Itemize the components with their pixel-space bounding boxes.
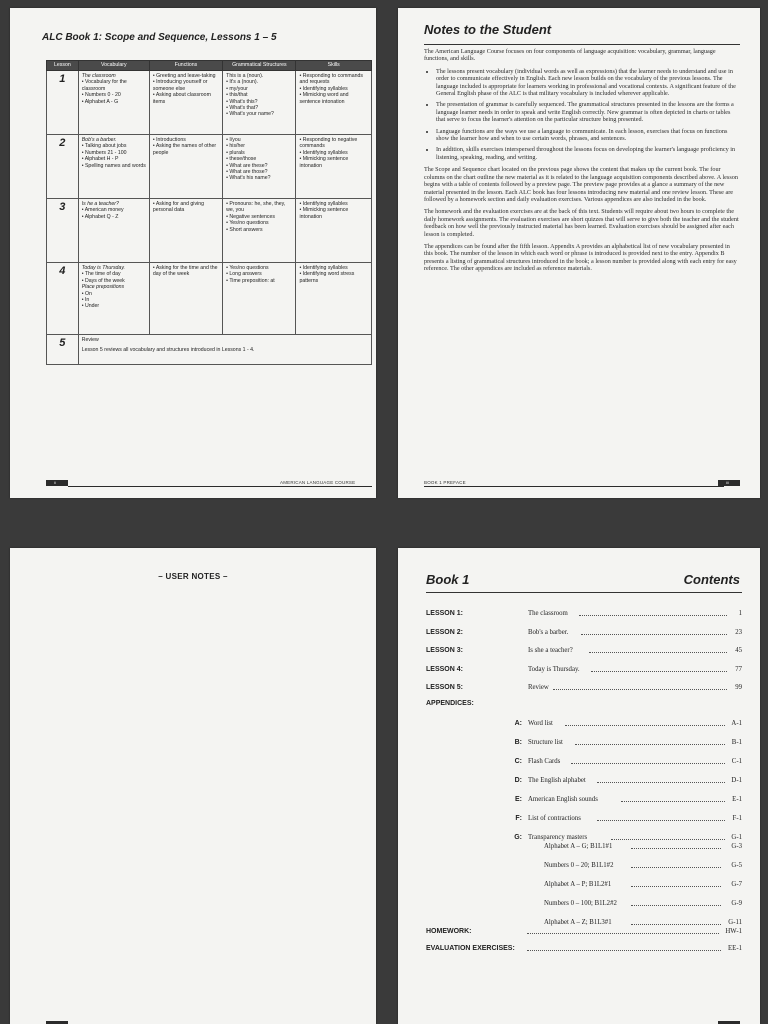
list-item: • In addition, skills exercises interspersed throughout the lessons focus on developing the learner's language proficiency in listening, speaking, reading, and writing. [436, 146, 740, 161]
page-ref: E-1 [732, 796, 742, 803]
leader-dots [611, 839, 725, 840]
appendix-letter: B: [514, 739, 522, 746]
cell-line: • Long answers [226, 271, 262, 278]
entry-title: List of contractions [528, 815, 581, 822]
cell-line: Bob's a barber. [81, 137, 117, 143]
paragraph: The homework and the evaluation exercises are at the back of this text. Students will require about two hours to complete the daily homework assignments. The evaluation exercises are short quizzes that will serve to give both the teacher and the student feedback on how well the previously instructed material has been learned. Evaluation exercises should be assigned after each lesson is completed. [424, 208, 739, 238]
appendices-heading [426, 700, 742, 709]
leader-dots [527, 950, 721, 951]
toc-appendix-entry[interactable] [426, 796, 742, 805]
toc-evaluation-entry[interactable] [426, 945, 742, 954]
cell-line: • Alphabet H - P [81, 156, 119, 163]
title-rule [424, 44, 740, 45]
cell-line: • Mimicking word and sentence intonation [299, 92, 349, 105]
toc-lesson-entry[interactable] [426, 647, 742, 656]
page-title: Contents [683, 572, 740, 587]
cell-line: • Talking about jobs [81, 143, 127, 150]
cell-line: • What are these? [226, 162, 268, 169]
lesson-number: 1 [47, 71, 79, 135]
page-ref: 45 [735, 647, 742, 654]
appendix-letter: G: [514, 834, 522, 841]
components-list [424, 68, 740, 161]
page-number: iii [726, 480, 729, 485]
entry-label: LESSON 5: [426, 684, 463, 691]
table-cell-vocab [78, 135, 149, 199]
cell-line: • Introductions [152, 137, 186, 143]
entry-label: LESSON 3: [426, 647, 463, 654]
page-title: Notes to the Student [424, 22, 552, 37]
entry-title: The English alphabet [528, 777, 586, 784]
toc-appendix-entry[interactable] [426, 758, 742, 767]
cell-line: • Identifying syllables [299, 85, 348, 92]
leader-dots [565, 725, 725, 726]
cell-line: • What's this? [226, 98, 258, 105]
scope-table [46, 60, 372, 365]
table-cell-func [149, 263, 222, 335]
cell-line: • my/your [226, 85, 248, 92]
toc-appendix-entry[interactable] [426, 720, 742, 729]
cell-line: • Yes/no questions [226, 220, 269, 227]
column-header: Functions [149, 61, 222, 71]
scope-sequence-page [10, 8, 376, 498]
title-rule [426, 592, 742, 593]
entry-title: Flash Cards [528, 758, 561, 765]
leader-dots [597, 782, 725, 783]
entry-label: LESSON 2: [426, 628, 463, 636]
cell-line: • Short answers [226, 226, 263, 233]
table-row [47, 199, 372, 263]
page-ref: G-9 [731, 900, 742, 907]
page-ref: F-1 [732, 815, 742, 822]
cell-line: • Greeting and leave-taking [152, 73, 216, 79]
table-cell-gram [223, 199, 296, 263]
page-ref: 77 [735, 665, 742, 673]
cell-line: • American money [81, 207, 124, 214]
footer-text: AMERICAN LANGUAGE COURSE [280, 480, 356, 485]
cell-line: • What's that? [226, 105, 259, 112]
leader-dots [553, 689, 727, 690]
cell-line: • Alphabet Q - Z [81, 213, 119, 220]
toc-lesson-entry[interactable] [426, 684, 742, 693]
table-cell-func [149, 135, 222, 199]
intro-paragraph: The American Language Course focuses on four components of language acquisition: vocabulary, grammar, language functions, and skills. [424, 48, 716, 63]
contents-page [398, 548, 760, 1024]
page-ref: 99 [735, 684, 742, 691]
toc-master-entry[interactable] [426, 919, 742, 928]
footer-bar [46, 480, 68, 486]
cell-line: • What are those? [226, 169, 268, 176]
list-item: • The presentation of grammar is carefully sequenced. The grammatical structures presented in the lessons are the forms a language learner needs in order to speak and write English correctly. New grammar is often depicted in charts or tables that serve to focus the learner's attention on the particular structure being presented. [436, 101, 740, 123]
page-ref: D-1 [731, 777, 742, 784]
cell-line: Place prepositions [81, 284, 125, 291]
column-header: Skills [296, 61, 372, 71]
table-cell-gram [223, 135, 296, 199]
page-ref: 23 [735, 628, 742, 636]
review-text: Lesson 5 reviews all vocabulary and structures introduced in Lessons 1 - 4. [81, 347, 255, 354]
cell-line: • Numbers 0 - 20 [81, 92, 121, 99]
notes-page [398, 8, 760, 498]
toc-master-entry[interactable] [426, 900, 742, 909]
entry-title: Numbers 0 – 20; B1L1#2 [544, 862, 614, 869]
cell-line: • Vocabulary for the classroom [81, 79, 127, 92]
table-cell-skills [296, 263, 372, 335]
cell-line: Is he a teacher? [81, 201, 119, 207]
footer-bar [718, 480, 740, 486]
cell-line: • Yes/no questions [226, 265, 269, 271]
leader-dots [631, 905, 721, 906]
cell-line: • Mimicking sentence intonation [299, 207, 349, 220]
toc-homework-entry[interactable] [426, 928, 742, 937]
table-row [47, 135, 372, 199]
table-cell-gram [223, 263, 296, 335]
cell-line: • What's his name? [226, 175, 271, 182]
entry-title: Alphabet A – P; B1L2#1 [544, 881, 612, 888]
cell-line: • this/that [226, 92, 248, 99]
lesson-number: 2 [47, 135, 79, 199]
entry-title: Bob's a barber. [528, 628, 569, 636]
table-cell-vocab [78, 199, 149, 263]
lesson-number: 4 [47, 263, 79, 335]
table-cell-vocab [78, 71, 149, 135]
entry-label: HOMEWORK: [426, 928, 472, 935]
footer-text: BOOK 1 PREFACE [424, 480, 466, 485]
page-ref: B-1 [731, 739, 742, 746]
page-ref: G-7 [731, 881, 742, 888]
page-ref: G-5 [731, 862, 742, 869]
toc-master-entry[interactable] [426, 843, 742, 852]
leader-dots [575, 744, 725, 745]
cell-line: • Identifying syllables [299, 201, 348, 207]
toc-lesson-entry[interactable] [426, 610, 742, 619]
entry-title: Word list [528, 720, 553, 727]
leader-dots [527, 933, 719, 934]
entry-title: Numbers 0 – 100; B1L2#2 [544, 900, 617, 907]
cell-line: • Asking for the time and the day of the week [152, 265, 218, 278]
cell-line: • Negative sentences [226, 213, 275, 220]
cell-line: • Identifying syllables [299, 265, 348, 271]
page-ref: G-11 [728, 919, 742, 926]
list-item: • Language functions are the ways we use a language to communicate. In each lesson, exercises that focus on functions show the learner how and when to use certain words, phrases, and sentences. [436, 128, 740, 143]
cell-line: • The time of day [81, 271, 121, 278]
entry-title: Is she a teacher? [528, 647, 573, 654]
toc-master-entry[interactable] [426, 881, 742, 890]
entry-title: Review [528, 684, 549, 691]
cell-line: • Responding to commands and requests [299, 73, 363, 86]
leader-dots [621, 801, 725, 802]
entry-label: LESSON 1: [426, 610, 463, 617]
page-number: ii [54, 480, 56, 485]
page-ref: HW-1 [725, 928, 742, 935]
entry-title: Alphabet A – G; B1L1#1 [544, 843, 613, 850]
cell-line: • It's a (noun). [226, 79, 259, 86]
appendix-letter: C: [514, 758, 522, 765]
footer-rule [68, 486, 372, 487]
cell-line: • Asking about classroom items [152, 92, 211, 105]
table-cell-skills [296, 135, 372, 199]
leader-dots [589, 652, 727, 653]
cell-line: • Introducing yourself or someone else [152, 79, 208, 92]
cell-line: • Identifying word stress patterns [299, 271, 355, 284]
appendix-letter: A: [514, 720, 522, 727]
table-cell-skills [296, 199, 372, 263]
cell-line: • What's your name? [226, 111, 274, 118]
entry-label: APPENDICES: [426, 700, 474, 707]
cell-line: • Days of the week [81, 277, 125, 284]
table-cell-gram [223, 71, 296, 135]
column-header: Grammatical Structures [223, 61, 296, 71]
cell-line: • his/her [226, 143, 245, 150]
table-row [47, 71, 372, 135]
page-title: – USER NOTES – [158, 572, 228, 581]
leader-dots [631, 848, 721, 849]
leader-dots [631, 924, 721, 925]
cell-line: • these/those [226, 156, 257, 163]
table-cell-vocab [78, 263, 149, 335]
entry-title: Structure list [528, 739, 563, 746]
notes-body [424, 48, 740, 278]
cell-line: • Mimicking sentence intonation [299, 156, 349, 169]
leader-dots [571, 763, 725, 764]
cell-line: • Alphabet A - G [81, 98, 119, 105]
toc-appendix-entry[interactable] [426, 777, 742, 786]
table-row [47, 263, 372, 335]
leader-dots [631, 886, 721, 887]
column-header: Lesson [47, 61, 79, 71]
entry-title: The classroom [528, 610, 568, 617]
footer-rule [424, 486, 724, 487]
cell-line: • I/you [226, 137, 241, 143]
cell-line: Today is Thursday. [81, 265, 125, 271]
lesson-number: 3 [47, 199, 79, 263]
cell-line: • In [81, 297, 90, 304]
table-header-row [47, 61, 372, 71]
page-ref: G-3 [731, 843, 742, 850]
appendix-letter: D: [514, 777, 522, 784]
cell-line: • Time preposition: at [226, 277, 275, 284]
cell-line: • Pronouns: he, she, they, we, you [226, 201, 286, 214]
entry-title: Alphabet A – Z; B1L3#1 [544, 919, 612, 926]
leader-dots [631, 867, 721, 868]
cell-line: • Responding to negative commands [299, 137, 358, 150]
list-item: • The lessons present vocabulary (individual words as well as expressions) that the learner needs to understand and use in order to communicate effectively in English. Each new lesson builds on the vocabulary of the previous lessons. The language included is appropriate for learners working in professional and vocational contexts. A significant feature of the General English phase of the ALC is that military vocabulary is included wherever applicable. [436, 68, 740, 98]
entry-label: EVALUATION EXERCISES: [426, 945, 515, 952]
leader-dots [579, 615, 727, 616]
toc-lesson-entry[interactable] [426, 629, 742, 638]
cell-line: • Numbers 21 - 100 [81, 149, 127, 156]
toc-appendix-entry[interactable] [426, 739, 742, 748]
toc-master-entry[interactable] [426, 862, 742, 871]
entry-title: Today is Thursday. [528, 665, 580, 673]
cell-line: The classroom [81, 73, 116, 79]
page-ref: G-1 [731, 834, 742, 841]
toc-lesson-entry[interactable] [426, 666, 742, 675]
page-ref: A-1 [731, 720, 742, 727]
paragraph: The appendices can be found after the fifth lesson. Appendix A provides an alphabetical list of new vocabulary presented in this book. The number of the lesson in which each word or phrase is introduced is provided next to the entry. Appendix B presents a listing of grammatical structures introduced in the book; a lesson number is provided along with each entry for easy reference. The other appendices are included as reference materials. [424, 242, 737, 273]
cell-line: This is a (noun). [226, 73, 264, 79]
cell-line: • Asking the names of other people [152, 143, 217, 156]
toc-appendix-entry[interactable] [426, 834, 742, 843]
page-ref: 1 [738, 610, 742, 617]
cell-line: • On [81, 290, 92, 297]
paragraph: The Scope and Sequence chart located on the previous page shows the content that makes up the current book. The four columns on the chart outline the new material as it is related to the language acquisition components described above. A lesson begins with a table of contents followed by a preview page. The preview page provides at a glance a summary of the new material presented in the lesson. Each ALC book has four lessons introducing new material and one review lesson. These are followed by a homework section and daily evaluation exercises. Various appendices are also included in the book. [424, 166, 738, 203]
table-row [47, 335, 372, 365]
lesson-number: 5 [47, 335, 79, 365]
entry-title: American English sounds [528, 796, 598, 803]
appendix-letter: E: [515, 796, 522, 803]
cell-line: • Asking for and giving personal data [152, 201, 204, 214]
table-cell-skills [296, 71, 372, 135]
cell-line: • Under [81, 303, 100, 310]
page-ref: EE-1 [728, 945, 742, 952]
table-cell-func [149, 199, 222, 263]
column-header: Vocabulary [78, 61, 149, 71]
page-header: ALC Book 1: Scope and Sequence, Lessons 1 – 5 [42, 32, 277, 43]
toc-appendix-entry[interactable] [426, 815, 742, 824]
leader-dots [591, 671, 727, 672]
leader-dots [597, 820, 725, 821]
book-title: Book 1 [426, 572, 470, 587]
review-title: Review [81, 337, 99, 343]
cell-line: • Identifying syllables [299, 149, 348, 156]
appendix-letter: F: [515, 815, 522, 822]
entry-label: LESSON 4: [426, 665, 463, 673]
cell-line: • Spelling names and words [81, 162, 146, 169]
page-ref: C-1 [731, 758, 742, 765]
leader-dots [581, 634, 727, 635]
cell-line: • plurals [226, 149, 245, 156]
user-notes-page [10, 548, 376, 1024]
table-cell-func [149, 71, 222, 135]
review-cell [78, 335, 371, 365]
entry-title: Transparency masters [528, 834, 588, 841]
